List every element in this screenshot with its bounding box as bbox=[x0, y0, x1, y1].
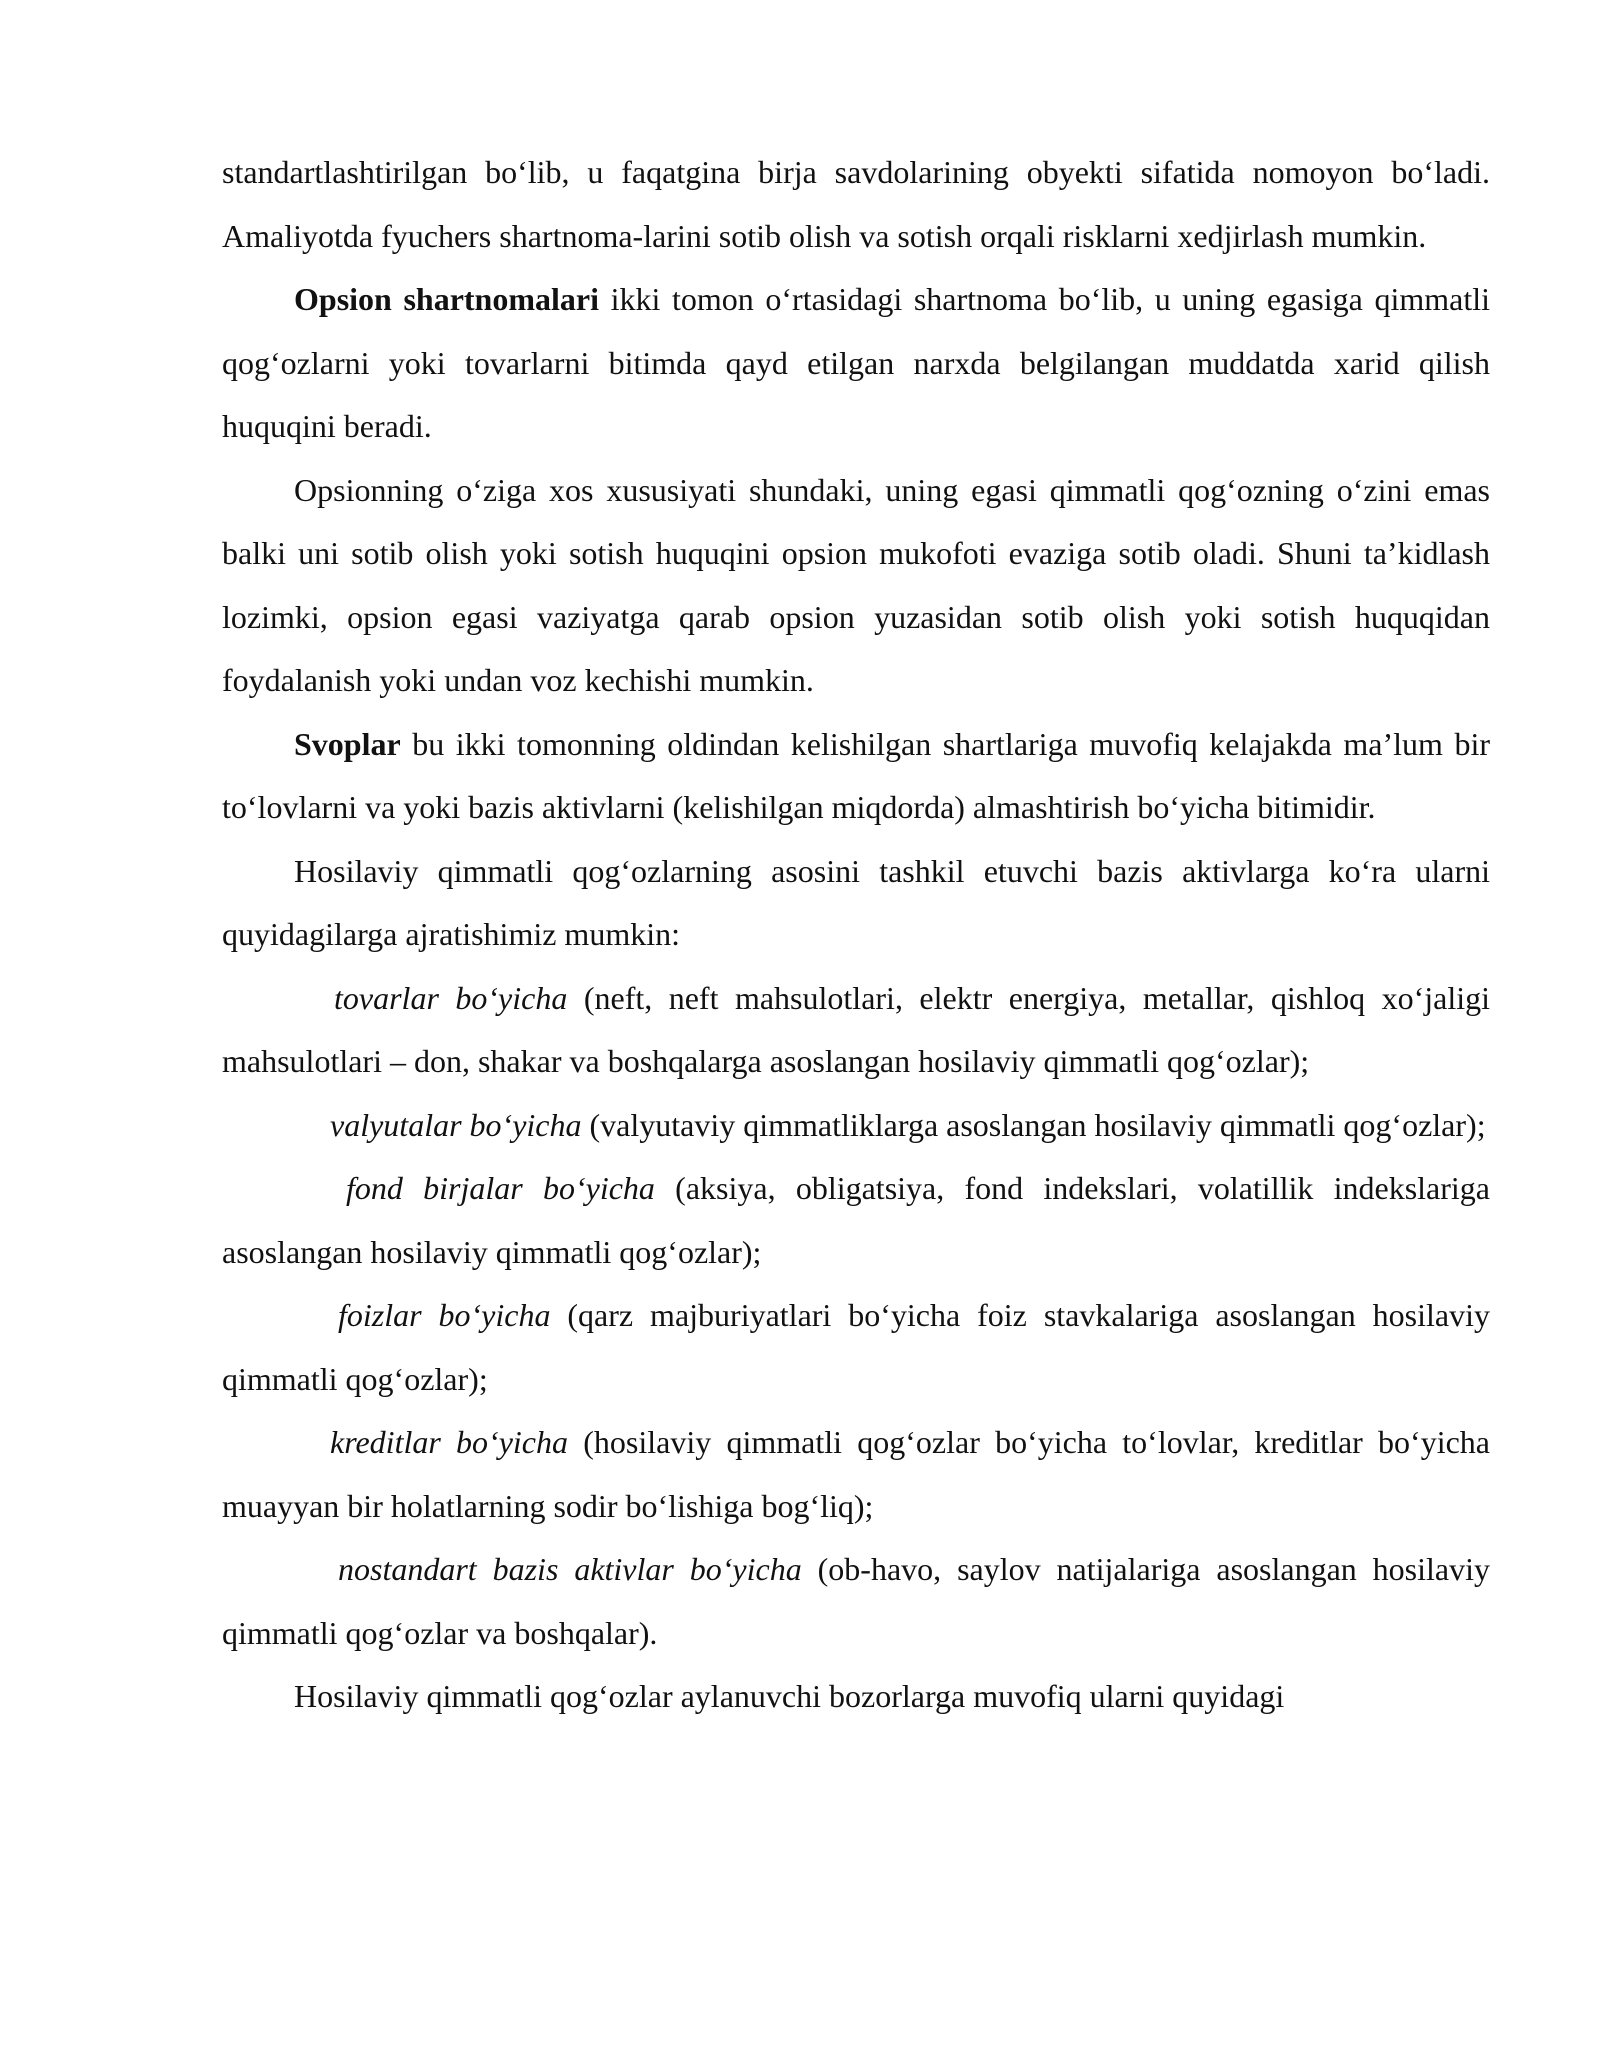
list-item-commodities bbox=[222, 967, 1490, 1094]
paragraph-markets-intro: Hosilaviy qimmatli qog‘ozlar aylanuvchi bozorlarga muvofiq ularni quyidagi bbox=[294, 1678, 1285, 1714]
list-item-currencies bbox=[222, 1094, 1490, 1158]
paragraph-futures-continuation: standartlashtirilgan bo‘lib, u faqatgina birja savdolarining obyekti sifatida nomoyon bo‘ladi. Amaliyotda fyuchers shartnoma-larini sotib olish va sotish orqali risklarni xedjirlash mumkin. bbox=[222, 154, 1490, 254]
list-text: (hosilaviy qimmatli qog‘ozlar bo‘yicha to‘lovlar, kreditlar bo‘yicha muayyan bir holatlarning sodir bo‘lishiga bog‘liq); bbox=[222, 1424, 1491, 1524]
list-item-credits bbox=[222, 1411, 1490, 1538]
paragraph-option-feature: Opsionning o‘ziga xos xususiyati shundaki, uning egasi qimmatli qog‘ozning o‘zini emas balki uni sotib olish yoki sotish huquqini opsion mukofoti evaziga sotib oladi. Shuni ta’kidlash lozimki, opsion egasi vaziyatga qarab opsion yuzasidan sotib olish yoki sotish huquqidan foydalanish yoki undan voz kechishi mumkin. bbox=[222, 471, 1490, 698]
paragraph-options-text: ikki tomon o‘rtasidagi shartnoma bo‘lib, u uning egasiga qimmatli qog‘ozlarni yoki tovarlarni bitimda qayd etilgan narxda belgilangan muddatda xarid qilish huquqini beradi. bbox=[222, 281, 1490, 444]
document-page bbox=[222, 141, 1490, 1729]
list-term: fond birjalar bo‘yicha bbox=[346, 1170, 655, 1206]
term-options: Opsion shartnomalari bbox=[294, 281, 599, 317]
list-term: nostandart bazis aktivlar bo‘yicha bbox=[338, 1551, 802, 1587]
list-text: (qarz majburiyatlari bo‘yicha foiz stavkalariga asoslangan hosilaviy qimmatli qog‘ozlar); bbox=[222, 1297, 1491, 1397]
list-text: (ob-havo, saylov natijalariga asoslangan hosilaviy qimmatli qog‘ozlar va boshqalar). bbox=[222, 1551, 1491, 1651]
paragraph-classification-intro: Hosilaviy qimmatli qog‘ozlarning asosini tashkil etuvchi bazis aktivlarga ko‘ra ularni quyidagilarga ajratishimiz mumkin: bbox=[222, 852, 1490, 952]
list-term: tovarlar bo‘yicha bbox=[334, 979, 568, 1016]
list-text: (neft, neft mahsulotlari, elektr energiya, metallar, qishloq xo‘jaligi mahsulotlari – don, shakar va boshqalarga asoslangan hosilaviy qimmatli qog‘ozlar); bbox=[222, 979, 1491, 1079]
list-term: foizlar bo‘yicha bbox=[338, 1297, 551, 1333]
paragraph-swaps bbox=[222, 713, 1490, 840]
list-term: valyutalar bo‘yicha bbox=[330, 1106, 582, 1143]
list-item-interest-rates bbox=[222, 1284, 1490, 1411]
term-swaps: Svoplar bbox=[294, 725, 401, 762]
paragraph-swaps-text: bu ikki tomonning oldindan kelishilgan shartlariga muvofiq kelajakda ma’lum bir to‘lovlarni va yoki bazis aktivlarni (kelishilgan miqdorda) almashtirish bo‘yicha bitimidir. bbox=[222, 725, 1490, 825]
list-text: (valyutaviy qimmatliklarga asoslangan hosilaviy qimmatli qog‘ozlar); bbox=[581, 1106, 1486, 1143]
list-item-nonstandard-assets bbox=[222, 1538, 1490, 1665]
list-text: (aksiya, obligatsiya, fond indekslari, volatillik indekslariga asoslangan hosilaviy qimmatli qog‘ozlar); bbox=[222, 1170, 1491, 1270]
paragraph-options bbox=[222, 268, 1490, 459]
list-item-stock-exchanges bbox=[222, 1157, 1490, 1284]
list-term: kreditlar bo‘yicha bbox=[330, 1424, 568, 1460]
